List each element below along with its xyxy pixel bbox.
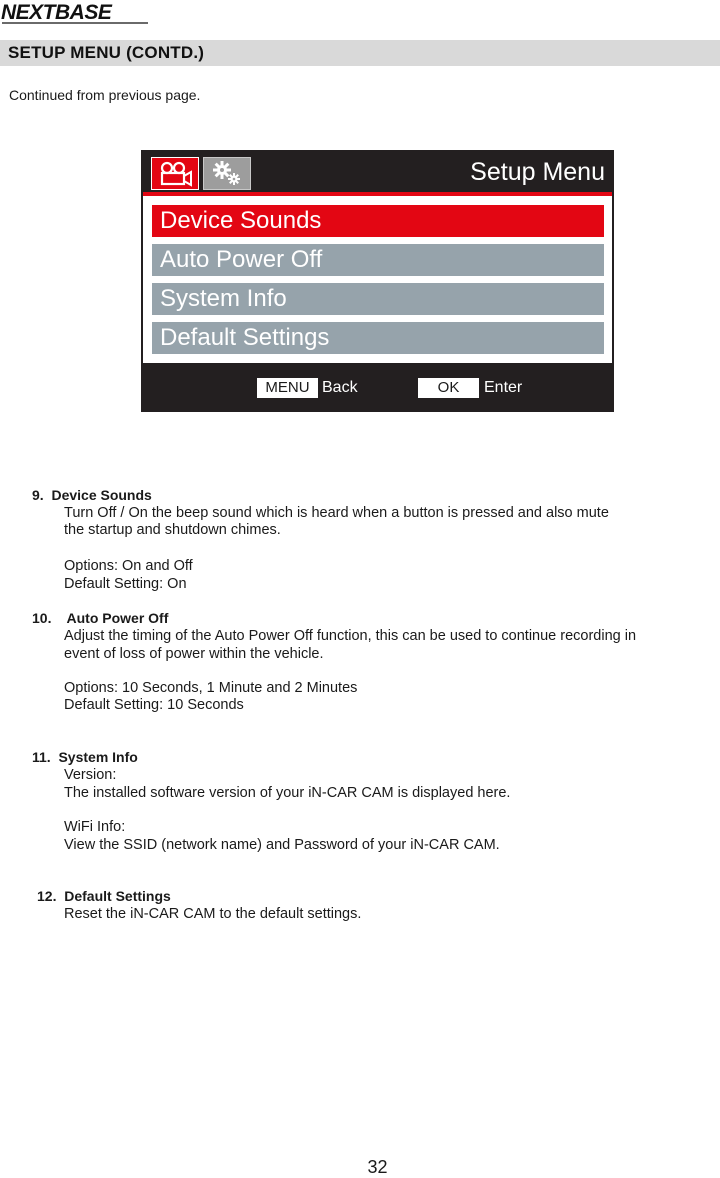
intro-text: Continued from previous page. xyxy=(9,87,201,103)
screen-footer xyxy=(141,363,614,412)
auto-power-off-options: Options: 10 Seconds, 1 Minute and 2 Minutes xyxy=(64,680,358,696)
menu-key[interactable]: MENU xyxy=(257,378,318,398)
auto-power-off-line: Adjust the timing of the Auto Power Off function, this can be used to continue recording in xyxy=(64,628,637,644)
nextbase-logo xyxy=(0,0,160,26)
device-sounds-default: Default Setting: On xyxy=(64,576,187,592)
video-camera-icon xyxy=(152,158,198,189)
menu-item-auto-power-off[interactable]: Auto Power Off xyxy=(152,244,604,276)
menu-list xyxy=(143,192,612,363)
system-info-line: The installed software version of your iN-CAR CAM is displayed here. xyxy=(64,785,511,801)
system-info-line: Version: xyxy=(64,767,117,783)
device-sounds-line: Turn Off / On the beep sound which is heard when a button is pressed and also mute xyxy=(64,505,609,521)
back-label: Back xyxy=(322,379,358,396)
default-settings-line: Reset the iN-CAR CAM to the default settings. xyxy=(64,906,362,922)
page-number: 32 xyxy=(367,1157,388,1177)
heading-default-settings: 12. Default Settings xyxy=(37,888,171,904)
heading-system-info: 11. System Info xyxy=(32,749,138,765)
setup-menu-screen xyxy=(141,150,614,412)
auto-power-off-line: event of loss of power within the vehicle. xyxy=(64,646,324,662)
menu-item-system-info[interactable]: System Info xyxy=(152,283,604,315)
tab-video[interactable] xyxy=(151,157,199,190)
svg-text:NEXTBASE: NEXTBASE xyxy=(1,1,112,24)
settings-gears-icon xyxy=(204,158,250,189)
screen-header xyxy=(141,150,614,192)
tab-settings[interactable] xyxy=(203,157,251,190)
screen-title: Setup Menu xyxy=(470,158,605,186)
menu-item-default-settings[interactable]: Default Settings xyxy=(152,322,604,354)
auto-power-off-default: Default Setting: 10 Seconds xyxy=(64,697,244,713)
device-sounds-options: Options: On and Off xyxy=(64,558,193,574)
section-title: SETUP MENU (CONTD.) xyxy=(8,43,205,62)
heading-auto-power-off: 10. Auto Power Off xyxy=(32,610,169,626)
ok-key[interactable]: OK xyxy=(418,378,479,398)
heading-device-sounds: 9. Device Sounds xyxy=(32,487,152,503)
section-header-bar xyxy=(0,40,720,66)
menu-item-device-sounds[interactable]: Device Sounds xyxy=(152,205,604,237)
system-info-line: View the SSID (network name) and Password of your iN-CAR CAM. xyxy=(64,837,500,853)
system-info-line: WiFi Info: xyxy=(64,819,126,835)
enter-label: Enter xyxy=(484,379,523,396)
device-sounds-line: the startup and shutdown chimes. xyxy=(64,522,281,538)
